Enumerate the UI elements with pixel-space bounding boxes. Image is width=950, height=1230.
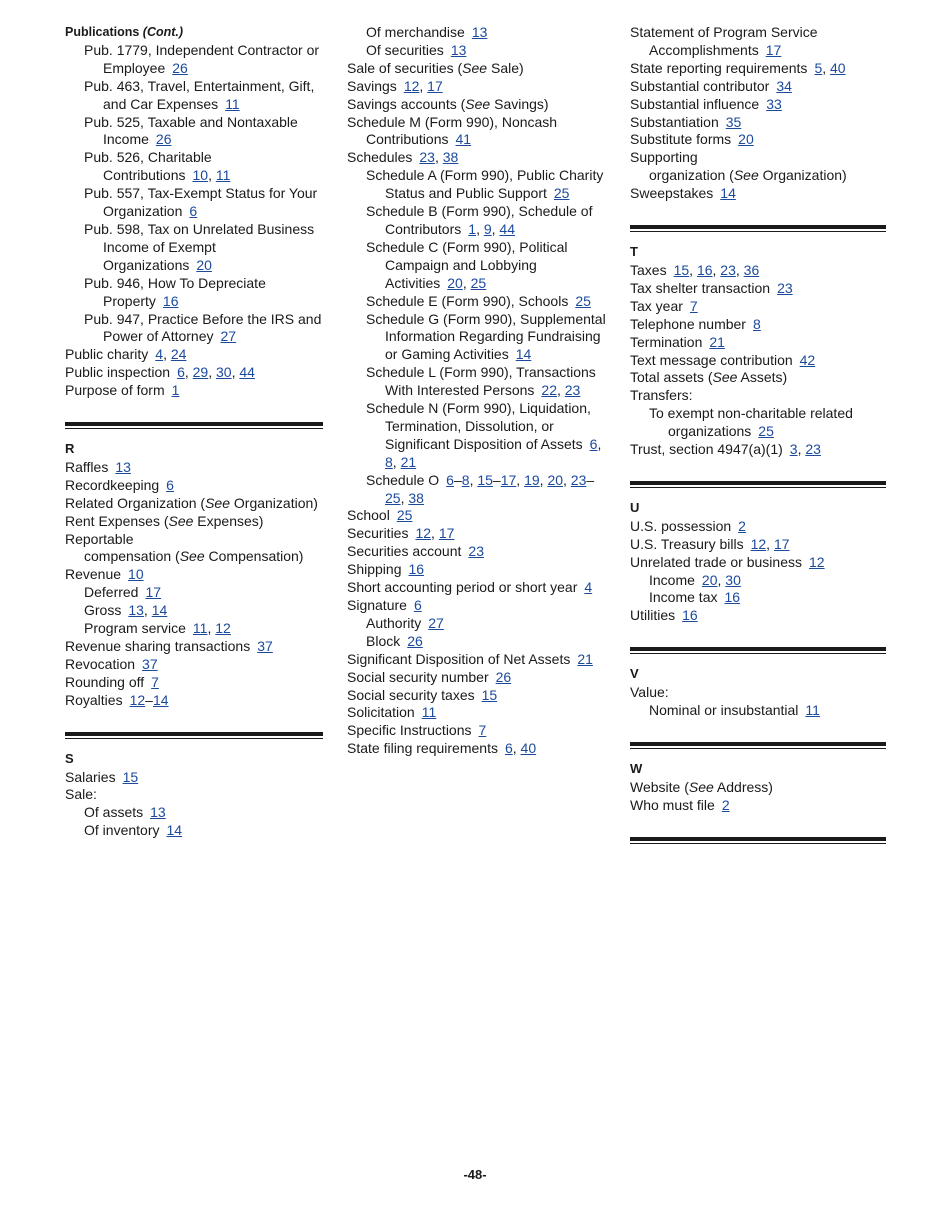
index-entry: Income 20, 30 bbox=[649, 571, 741, 588]
page-link[interactable]: 4 bbox=[584, 579, 593, 596]
index-entry: Sale of securities (See Sale) bbox=[347, 59, 524, 76]
index-entry: Rent Expenses (See Expenses) bbox=[65, 512, 264, 529]
page-link[interactable]: 3 bbox=[789, 441, 798, 458]
index-letter-heading: T bbox=[630, 244, 638, 260]
page-link[interactable]: 12 bbox=[403, 77, 420, 94]
index-entry: Public inspection 6, 29, 30, 44 bbox=[65, 364, 255, 381]
index-entry: Termination 21 bbox=[630, 333, 725, 350]
index-entry: organization (See Organization) bbox=[649, 167, 847, 184]
index-letter-heading: V bbox=[630, 666, 639, 682]
page-link[interactable]: 8 bbox=[385, 453, 393, 470]
index-letter-heading: W bbox=[630, 761, 643, 776]
page-link[interactable]: 33 bbox=[766, 95, 782, 112]
index-entry: Schedule N (Form 990), Liquidation, Termination, Dissolution, or Significant Disposition of Assets 6, 8, 21 bbox=[366, 400, 602, 470]
section-divider bbox=[65, 422, 323, 426]
index-entry: Raffles 13 bbox=[65, 458, 131, 475]
index-entry: Schedule E (Form 990), Schools 25 bbox=[366, 292, 591, 309]
index-entry: Recordkeeping 6 bbox=[65, 476, 174, 493]
index-entry: Signature 6 bbox=[347, 597, 422, 613]
index-entry: Short accounting period or short year 4 bbox=[347, 579, 593, 596]
page-link[interactable]: 8 bbox=[461, 471, 470, 488]
index-letter-heading: U bbox=[630, 499, 640, 515]
index-entry: Reportable bbox=[65, 530, 134, 547]
index-entry: To exempt non-charitable related organizations 25 bbox=[649, 405, 853, 440]
index-entry: compensation (See Compensation) bbox=[84, 548, 304, 565]
page-link[interactable]: 13 bbox=[471, 24, 488, 40]
index-entry: Pub. 463, Travel, Entertainment, Gift, and Car Expenses 11 bbox=[84, 77, 315, 112]
page-link[interactable]: 24 bbox=[170, 346, 187, 363]
page-link[interactable]: 7 bbox=[151, 673, 159, 690]
page-link[interactable]: 16 bbox=[724, 589, 741, 606]
page-link[interactable]: 25 bbox=[553, 185, 570, 202]
page-link[interactable]: 8 bbox=[752, 315, 761, 332]
index-entry: State filing requirements 6, 40 bbox=[347, 740, 537, 757]
page-link[interactable]: 27 bbox=[220, 328, 237, 345]
index-entry: Pub. 598, Tax on Unrelated Business Income of Exempt Organizations 20 bbox=[84, 220, 315, 273]
page-link[interactable]: 11 bbox=[192, 620, 208, 637]
index-entry: Rounding off 7 bbox=[65, 673, 159, 690]
index-entry: Solicitation 11 bbox=[347, 704, 437, 721]
index-entry: Salaries 15 bbox=[65, 768, 139, 785]
page-link[interactable]: 25 bbox=[385, 489, 401, 506]
index-entry: Deferred 17 bbox=[84, 584, 162, 601]
page-link[interactable]: 19 bbox=[524, 471, 540, 488]
section-divider bbox=[630, 647, 886, 651]
index-entry: Securities 12, 17 bbox=[347, 525, 455, 542]
page-link[interactable]: 16 bbox=[162, 292, 179, 309]
page-link[interactable]: 44 bbox=[239, 364, 255, 381]
page-link[interactable]: 20 bbox=[738, 131, 754, 148]
index-entry: Value: bbox=[630, 684, 669, 701]
index-entry: Royalties 12–14 bbox=[65, 691, 169, 708]
index-entry: Of securities 13 bbox=[366, 41, 467, 58]
page-link[interactable]: 7 bbox=[478, 722, 487, 739]
index-entry: Pub. 557, Tax-Exempt Status for Your Organization 6 bbox=[84, 185, 318, 220]
index-entry: Of assets 13 bbox=[84, 804, 166, 821]
page-link[interactable]: 6 bbox=[189, 203, 198, 220]
page-link[interactable]: 23 bbox=[468, 543, 484, 560]
page-link[interactable]: 30 bbox=[725, 571, 741, 588]
page-link[interactable]: 40 bbox=[830, 59, 846, 76]
index-entry: U.S. Treasury bills 12, 17 bbox=[630, 535, 790, 552]
index-entry: Securities account 23 bbox=[347, 543, 484, 560]
page-link[interactable]: 9 bbox=[483, 220, 492, 237]
index-column-1 bbox=[65, 24, 323, 840]
page-link[interactable]: 15 bbox=[673, 261, 690, 278]
section-divider bbox=[65, 732, 323, 736]
page-number: -48- bbox=[463, 1167, 487, 1182]
page-link[interactable]: 17 bbox=[438, 525, 455, 542]
page-link[interactable]: 2 bbox=[738, 517, 746, 534]
page-link[interactable]: 6 bbox=[589, 435, 598, 452]
page-link[interactable]: 37 bbox=[257, 638, 273, 654]
page-link[interactable]: 30 bbox=[216, 364, 232, 381]
index-entry: Savings 12, 17 bbox=[347, 77, 443, 94]
index-entry: Significant Disposition of Net Assets 21 bbox=[347, 650, 593, 667]
page-link[interactable]: 17 bbox=[773, 535, 790, 552]
index-entry: Gross 13, 14 bbox=[84, 602, 168, 619]
page-link[interactable]: 16 bbox=[696, 261, 713, 278]
index-entry: Text message contribution 42 bbox=[630, 351, 816, 368]
page-link[interactable]: 13 bbox=[450, 41, 467, 58]
page-link[interactable]: 41 bbox=[455, 131, 472, 148]
page-link[interactable]: 17 bbox=[145, 584, 162, 601]
page-link[interactable]: 21 bbox=[400, 453, 417, 470]
index-entry: Substantial contributor 34 bbox=[630, 77, 792, 94]
page-link[interactable]: 1 bbox=[468, 220, 477, 237]
page-link[interactable]: 20 bbox=[447, 274, 463, 291]
index-entry: Schedule L (Form 990), Transactions With Interested Persons 22, 23 bbox=[366, 364, 596, 399]
index-entry: Of inventory 14 bbox=[84, 822, 183, 839]
page-link[interactable]: 38 bbox=[408, 489, 424, 506]
page-link[interactable]: 14 bbox=[166, 822, 183, 839]
section-divider bbox=[630, 481, 886, 485]
index-entry: Substantiation 35 bbox=[630, 113, 742, 130]
page-link[interactable]: 23 bbox=[805, 441, 821, 458]
index-entry: Of merchandise 13 bbox=[366, 24, 488, 40]
index-entry: Revenue 10 bbox=[65, 566, 144, 583]
page-link[interactable]: 7 bbox=[689, 297, 698, 314]
index-entry: Nominal or insubstantial 11 bbox=[649, 702, 820, 719]
index-entry: Pub. 947, Practice Before the IRS and Power of Attorney 27 bbox=[84, 310, 322, 345]
index-entry: Schedule A (Form 990), Public Charity Status and Public Support 25 bbox=[366, 167, 604, 202]
index-entry: Pub. 526, Charitable Contributions 10, 11 bbox=[84, 149, 231, 184]
index-entry: Website (See Address) bbox=[630, 778, 773, 795]
section-divider bbox=[630, 837, 886, 841]
page-link[interactable]: 13 bbox=[115, 458, 131, 475]
index-entry: Tax shelter transaction 23 bbox=[630, 279, 793, 296]
index-entry: Revocation 37 bbox=[65, 655, 158, 672]
page-link[interactable]: 21 bbox=[577, 650, 593, 667]
index-entry: Substantial influence 33 bbox=[630, 95, 782, 112]
page-link[interactable]: 35 bbox=[725, 113, 742, 130]
page-link[interactable]: 10 bbox=[128, 566, 144, 583]
index-entry: State reporting requirements 5, 40 bbox=[630, 59, 846, 76]
index-entry: Pub. 1779, Independent Contractor or Employee 26 bbox=[84, 41, 320, 76]
page-link[interactable]: 40 bbox=[520, 740, 537, 757]
page-link[interactable]: 26 bbox=[155, 131, 172, 148]
page-link[interactable]: 25 bbox=[470, 274, 487, 291]
page-link[interactable]: 23 bbox=[419, 149, 435, 166]
page-link[interactable]: 23 bbox=[777, 279, 793, 296]
index-entry: Revenue sharing transactions 37 bbox=[65, 638, 273, 654]
page-link[interactable]: 26 bbox=[172, 59, 188, 76]
page-link[interactable]: 36 bbox=[743, 261, 760, 278]
index-entry: Sweepstakes 14 bbox=[630, 185, 736, 202]
page-link[interactable]: 6 bbox=[446, 471, 454, 488]
page-link[interactable]: 6 bbox=[413, 597, 422, 613]
page-link[interactable]: 44 bbox=[499, 220, 515, 237]
index-entry: Pub. 525, Taxable and Nontaxable Income 26 bbox=[84, 113, 298, 148]
page-link[interactable]: 16 bbox=[408, 561, 425, 578]
index-entry: U.S. possession 2 bbox=[630, 517, 746, 534]
index-entry: Schedule M (Form 990), Noncash Contributions 41 bbox=[347, 113, 558, 148]
page-link[interactable]: 22 bbox=[541, 382, 557, 399]
section-divider bbox=[630, 742, 886, 746]
section-divider bbox=[630, 225, 886, 229]
page-link[interactable]: 11 bbox=[805, 702, 820, 719]
page-link[interactable]: 14 bbox=[515, 346, 532, 363]
page-link[interactable]: 12 bbox=[415, 525, 432, 542]
index-entry: Unrelated trade or business 12 bbox=[630, 553, 825, 570]
page-link[interactable]: 20 bbox=[701, 571, 718, 588]
page-link[interactable]: 12 bbox=[129, 691, 146, 708]
page-link[interactable]: 10 bbox=[192, 167, 209, 184]
index-entry: Transfers: bbox=[630, 387, 693, 404]
page-link[interactable]: 20 bbox=[547, 471, 564, 488]
page-link[interactable]: 23 bbox=[570, 471, 587, 488]
index-entry: Schedule O 6–8, 15–17, 19, 20, 23–25, 38 bbox=[366, 471, 595, 506]
index-entry: Schedules 23, 38 bbox=[347, 149, 459, 166]
page-link[interactable]: 2 bbox=[721, 796, 730, 813]
index-column-2 bbox=[347, 24, 609, 758]
index-entry: Telephone number 8 bbox=[630, 315, 761, 332]
index-entry: Shipping 16 bbox=[347, 561, 425, 578]
page-link[interactable]: 13 bbox=[128, 602, 144, 619]
index-letter-heading: R bbox=[65, 441, 75, 457]
page-link[interactable]: 34 bbox=[776, 77, 792, 94]
page-link[interactable]: 26 bbox=[495, 668, 512, 685]
page-link[interactable]: 25 bbox=[575, 292, 591, 309]
index-entry: Related Organization (See Organization) bbox=[65, 494, 318, 511]
page-link[interactable]: 15 bbox=[122, 768, 139, 785]
section-header: Publications (Cont.) bbox=[65, 25, 184, 39]
index-entry: Schedule C (Form 990), Political Campaign and Lobbying Activities 20, 25 bbox=[366, 238, 568, 291]
page-link[interactable]: 15 bbox=[477, 471, 493, 488]
page-link[interactable]: 11 bbox=[215, 167, 231, 184]
page-link[interactable]: 29 bbox=[192, 364, 209, 381]
index-column-3 bbox=[630, 24, 886, 841]
page-link[interactable]: 11 bbox=[225, 95, 240, 112]
page-link[interactable]: 12 bbox=[215, 620, 231, 637]
page-link[interactable]: 14 bbox=[152, 691, 169, 708]
page-link[interactable]: 21 bbox=[709, 333, 725, 350]
index-entry: Supporting bbox=[630, 149, 698, 166]
index-entry: Schedule B (Form 990), Schedule of Contributors 1, 9, 44 bbox=[366, 203, 593, 237]
index-entry: Schedule G (Form 990), Supplemental Information Regarding Fundraising or Gaming Activities 14 bbox=[366, 310, 606, 363]
page-link[interactable]: 12 bbox=[809, 553, 825, 570]
index-entry: Social security number 26 bbox=[347, 668, 512, 685]
page-link[interactable]: 23 bbox=[564, 382, 581, 399]
page-link[interactable]: 6 bbox=[166, 476, 174, 493]
page-link[interactable]: 13 bbox=[150, 804, 166, 821]
page-link[interactable]: 17 bbox=[427, 77, 443, 94]
page-link[interactable]: 27 bbox=[428, 614, 444, 631]
index-entry: Block 26 bbox=[366, 632, 423, 649]
page-link[interactable]: 25 bbox=[396, 507, 413, 524]
index-entry: Trust, section 4947(a)(1) 3, 23 bbox=[630, 441, 821, 458]
page-link[interactable]: 5 bbox=[814, 59, 823, 76]
index-entry: School 25 bbox=[347, 507, 413, 524]
index-entry: Social security taxes 15 bbox=[347, 686, 498, 703]
index-entry: Tax year 7 bbox=[630, 297, 698, 314]
index-entry: Savings accounts (See Savings) bbox=[347, 95, 549, 112]
index-entry: Specific Instructions 7 bbox=[347, 722, 487, 739]
index-entry: Program service 11, 12 bbox=[84, 620, 231, 637]
page-link[interactable]: 20 bbox=[196, 256, 212, 273]
page-link[interactable]: 14 bbox=[720, 185, 736, 202]
page-link[interactable]: 1 bbox=[171, 382, 180, 399]
index-entry: Sale: bbox=[65, 786, 97, 803]
page-link[interactable]: 11 bbox=[421, 704, 437, 721]
index-entry: Substitute forms 20 bbox=[630, 131, 754, 148]
index-entry: Who must file 2 bbox=[630, 796, 730, 813]
page-link[interactable]: 23 bbox=[720, 261, 736, 278]
index-entry: Pub. 946, How To Depreciate Property 16 bbox=[84, 274, 266, 309]
index-entry: Statement of Program Service Accomplishments 17 bbox=[630, 24, 818, 58]
page-link[interactable]: 6 bbox=[177, 364, 185, 381]
index-entry: Utilities 16 bbox=[630, 607, 698, 624]
page-link[interactable]: 15 bbox=[481, 686, 498, 703]
page-link[interactable]: 37 bbox=[142, 655, 158, 672]
page-link[interactable]: 4 bbox=[155, 346, 164, 363]
page-link[interactable]: 16 bbox=[682, 607, 698, 624]
index-entry: Public charity 4, 24 bbox=[65, 346, 187, 363]
page-link[interactable]: 17 bbox=[500, 471, 517, 488]
index-entry: Taxes 15, 16, 23, 36 bbox=[630, 261, 760, 278]
index-entry: Income tax 16 bbox=[649, 589, 741, 606]
page-link[interactable]: 38 bbox=[442, 149, 459, 166]
page-link[interactable]: 26 bbox=[407, 632, 423, 649]
page-link[interactable]: 6 bbox=[504, 740, 513, 757]
index-letter-heading: S bbox=[65, 750, 74, 766]
page-link[interactable]: 42 bbox=[799, 351, 816, 368]
index-entry: Purpose of form 1 bbox=[65, 382, 180, 399]
page-link[interactable]: 17 bbox=[765, 41, 782, 58]
index-entry: Total assets (See Assets) bbox=[630, 369, 788, 386]
index-entry: Authority 27 bbox=[366, 614, 444, 631]
page-link[interactable]: 25 bbox=[758, 423, 774, 440]
page-link[interactable]: 12 bbox=[750, 535, 767, 552]
page-link[interactable]: 14 bbox=[151, 602, 168, 619]
